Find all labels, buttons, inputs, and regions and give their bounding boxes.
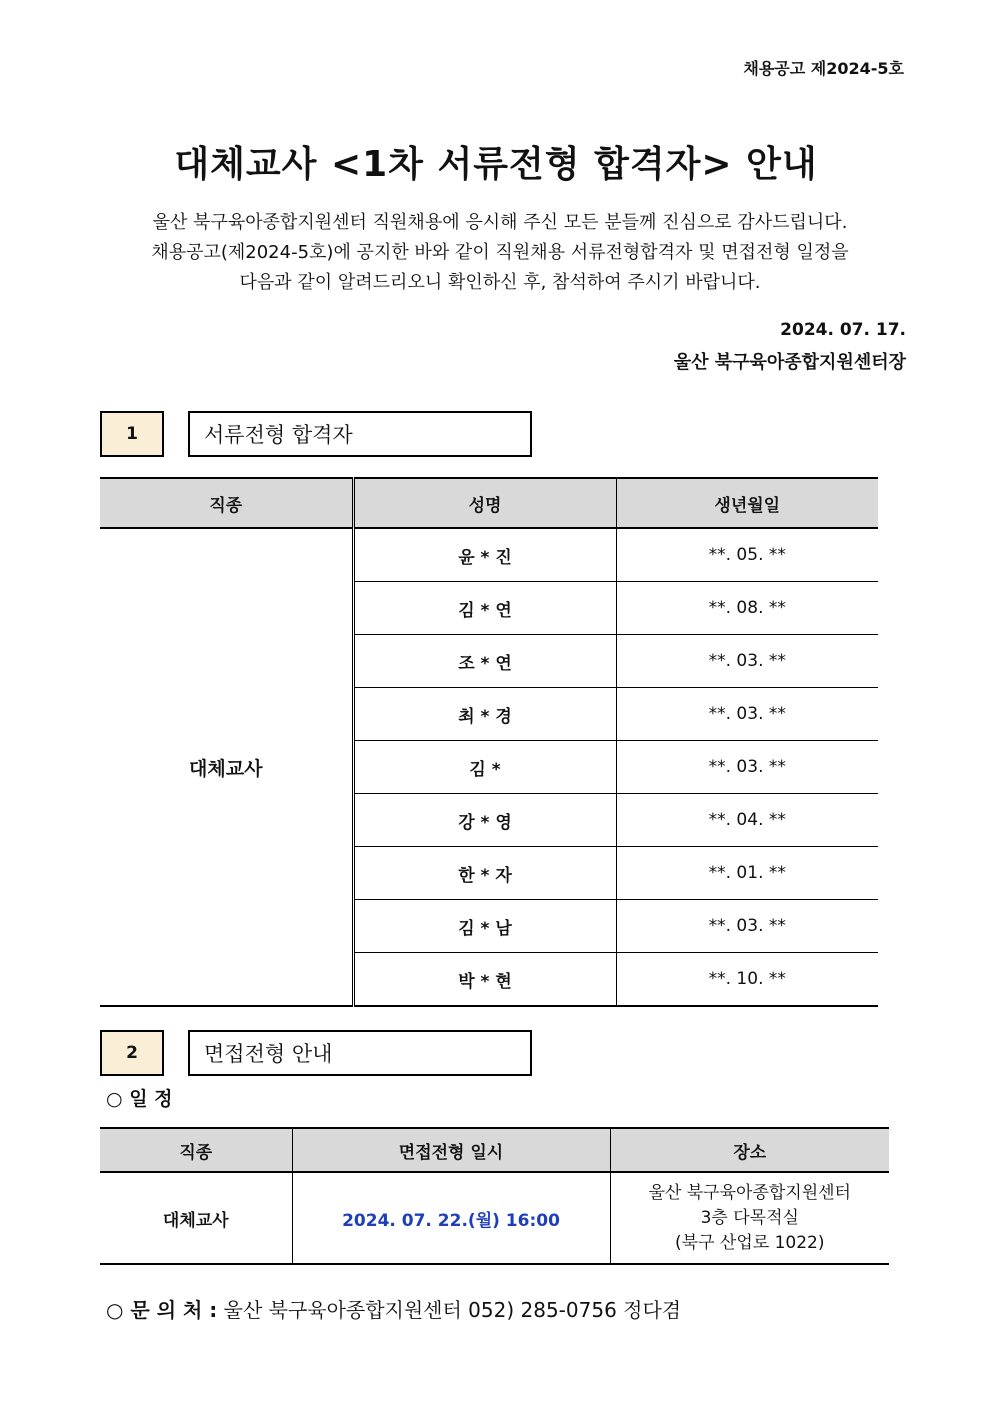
name-cell: 윤 * 진 [353, 528, 616, 582]
job-cell: 대체교사 [100, 528, 353, 1006]
interview-job: 대체교사 [100, 1172, 292, 1264]
name-cell: 김 * 연 [353, 582, 616, 635]
document-pass-table [100, 477, 878, 1007]
issuer-name: 울산 북구육아종합지원센터장 [673, 352, 906, 373]
header-job: 직종 [100, 1128, 292, 1172]
table-row [100, 528, 878, 582]
name-cell: 강 * 영 [353, 794, 616, 847]
intro-line: 다음과 같이 알려드리오니 확인하신 후, 참석하여 주시기 바랍니다. [239, 272, 761, 293]
birth-cell: **. 03. ** [616, 635, 878, 688]
birth-cell: **. 04. ** [616, 794, 878, 847]
birth-cell: **. 01. ** [616, 847, 878, 900]
place-line: 울산 북구육아종합지원센터 [648, 1182, 851, 1203]
table-row [100, 1172, 889, 1264]
table-header-row [100, 1128, 889, 1172]
section-1-title: 서류전형 합격자 [188, 411, 532, 457]
name-cell: 김 * 남 [353, 900, 616, 953]
notice-number: 채용공고 제2024-5호 [743, 59, 904, 78]
name-cell: 김 * [353, 741, 616, 794]
name-cell: 한 * 자 [353, 847, 616, 900]
birth-cell: **. 08. ** [616, 582, 878, 635]
birth-cell: **. 10. ** [616, 953, 878, 1007]
section-1-number: 1 [100, 411, 164, 457]
section-2-number: 2 [100, 1030, 164, 1076]
contact-text: 울산 북구육아종합지원센터 052) 285-0756 정다겸 [223, 1298, 682, 1322]
contact-label: ○ 문 의 처 : [106, 1298, 218, 1322]
notice-date: 2024. 07. 17. [780, 320, 906, 340]
intro-line: 채용공고(제2024-5호)에 공지한 바와 같이 직원채용 서류전형합격자 및 면접전형 일정을 [151, 242, 849, 263]
table-header-row [100, 478, 878, 528]
place-line: (북구 산업로 1022) [675, 1232, 825, 1253]
header-name: 성명 [353, 478, 616, 528]
birth-cell: **. 03. ** [616, 900, 878, 953]
name-cell: 박 * 현 [353, 953, 616, 1007]
name-cell: 조 * 연 [353, 635, 616, 688]
page-title: 대체교사 <1차 서류전형 합격자> 안내 [174, 144, 818, 185]
header-job: 직종 [100, 478, 353, 528]
birth-cell: **. 03. ** [616, 741, 878, 794]
table-body [100, 528, 878, 1006]
schedule-label: ○ 일 정 [106, 1088, 173, 1110]
intro-line: 울산 북구육아종합지원센터 직원채용에 응시해 주신 모든 분들께 진심으로 감사드립니다. [152, 212, 848, 233]
header-place: 장소 [610, 1128, 889, 1172]
birth-cell: **. 03. ** [616, 688, 878, 741]
interview-datetime: 2024. 07. 22.(월) 16:00 [292, 1172, 610, 1264]
interview-table [100, 1127, 889, 1265]
birth-cell: **. 05. ** [616, 528, 878, 582]
header-datetime: 면접전형 일시 [292, 1128, 610, 1172]
contact-info [106, 1294, 681, 1323]
section-2-title: 면접전형 안내 [188, 1030, 532, 1076]
header-birth: 생년월일 [616, 478, 878, 528]
interview-place [610, 1172, 889, 1264]
name-cell: 최 * 경 [353, 688, 616, 741]
place-line: 3층 다목적실 [700, 1207, 799, 1228]
intro-paragraph [100, 208, 900, 298]
